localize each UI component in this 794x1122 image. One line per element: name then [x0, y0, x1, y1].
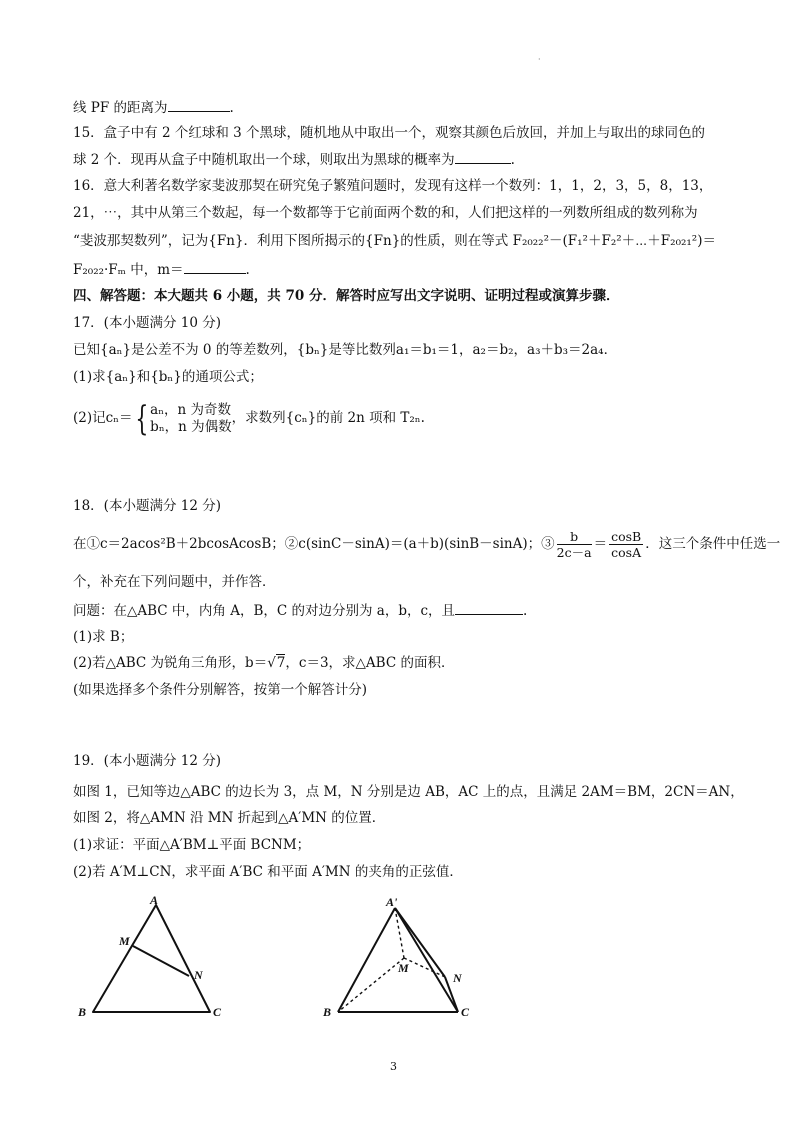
q17-heading: 17．(本小题满分 10 分) [73, 315, 221, 331]
q19-part1: (1)求证：平面△A′BM⊥平面 BCNM； [73, 837, 311, 853]
label-b: B [78, 1005, 87, 1019]
answer-blank [455, 150, 511, 164]
q18-part1: (1)求 B； [73, 629, 134, 645]
q16-line4: F₂₀₂₂·Fₘ 中，m＝ . [73, 262, 250, 278]
label-a-prime: A' [386, 895, 398, 909]
answer-blank [184, 260, 246, 274]
fraction-cos: $\frac{\cos B}{\cos A}$ [611, 529, 642, 560]
label-c: C [461, 1005, 470, 1019]
q18-line2: 个，补充在下列问题中，并作答． [73, 574, 276, 590]
fraction-b: $\frac{b}{2c-a}$ [556, 529, 592, 560]
label-b: B [323, 1005, 332, 1019]
q17-part1: (1)求{aₙ}和{bₙ}的通项公式； [73, 369, 263, 385]
label-n: N [453, 971, 462, 985]
q16-line2: 21，⋯，其中从第三个数起，每一个数都等于它前面两个数的和，人们把这样的一列数所组成的数列称为 [73, 205, 698, 221]
edge-a-b [338, 908, 395, 1012]
label-a: A [150, 893, 159, 907]
q19-line2: 如图 2，将△AMN 沿 MN 折起到△A′MN 的位置． [73, 810, 386, 826]
figure-1-triangle [70, 892, 240, 1022]
q17-part2: (2)记cₙ＝{ aₙ，n 为奇数 bₙ，n 为偶数，求数列{cₙ}的前 2n 项和 T₂ₙ. [73, 398, 425, 439]
q18-part2: (2)若△ABC 为锐角三角形，b＝√7，c＝3，求△ABC 的面积． [73, 655, 455, 671]
edge-a-c [395, 908, 458, 1012]
dashed-m-b [338, 958, 404, 1012]
segment-mn [133, 946, 189, 976]
q19-line1: 如图 1，已知等边△ABC 的边长为 3，点 M，N 分别是边 AB，AC 上的点，且满足 2AM＝BM，2CN＝AN， [73, 784, 744, 800]
q19-part2: (2)若 A′M⊥CN，求平面 A′BC 和平面 A′MN 的夹角的正弦值． [73, 864, 463, 880]
q15-line2: 球 2 个．现再从盒子中随机取出一个球，则取出为黑球的概率为 . [73, 152, 515, 168]
label-m: M [398, 961, 409, 975]
figure-2-folded-triangle [320, 892, 490, 1022]
q15-line1: 15．盒子中有 2 个红球和 3 个黑球，随机地从中取出一个，观察其颜色后放回，并加上与取出的球同色的 [73, 125, 706, 141]
line-pf-distance: 线 PF 的距离为 . [73, 100, 234, 116]
q19-heading: 19．(本小题满分 12 分) [73, 753, 221, 769]
piecewise-cases: aₙ，n 为奇数 bₙ，n 为偶数 [150, 401, 232, 435]
page-number: 3 [390, 1060, 397, 1073]
q18-note: (如果选择多个条件分别解答，按第一个解答计分) [73, 682, 368, 698]
q16-line3: “斐波那契数列”，记为{Fn}．利用下图所揭示的{Fn}的性质，则在等式 F₂₀₂₂²－(F₁²＋F₂²＋⋯＋F₂₀₂₁²)＝ [73, 233, 716, 249]
q16-line1: 16．意大利著名数学家斐波那契在研究兔子繁殖问题时，发现有这样一个数列：1，1，2，3，5，8，13， [73, 178, 713, 194]
triangle-abc [93, 905, 210, 1012]
answer-blank [455, 601, 523, 615]
top-dot: · [538, 55, 541, 64]
answer-blank [168, 98, 230, 112]
q18-line1: 在①c＝2acos²B＋2bcosAcosB；②c(sinC－sinA)＝(a＋b)(sinB－sinA)；③ $\frac{b}{2c-a}$ ＝ $\frac{\cos B}{\cos A}$ ．这三个条件中任选一 [73, 529, 781, 560]
left-brace: { [134, 398, 148, 439]
q17-line1: 已知{aₙ}是公差不为 0 的等差数列，{bₙ}是等比数列a₁＝b₁＝1，a₂＝b₂，a₃＋b₃＝2a₄． [73, 342, 618, 358]
label-n: N [194, 968, 203, 982]
label-c: C [213, 1005, 222, 1019]
q18-heading: 18．(本小题满分 12 分) [73, 498, 221, 514]
section-heading: 四、解答题：本大题共 6 小题，共 70 分．解答时应写出文字说明、证明过程或演算步骤． [73, 288, 620, 304]
q18-line3: 问题：在△ABC 中，内角 A，B，C 的对边分别为 a，b，c，且 . [73, 603, 528, 619]
label-m: M [119, 934, 130, 948]
